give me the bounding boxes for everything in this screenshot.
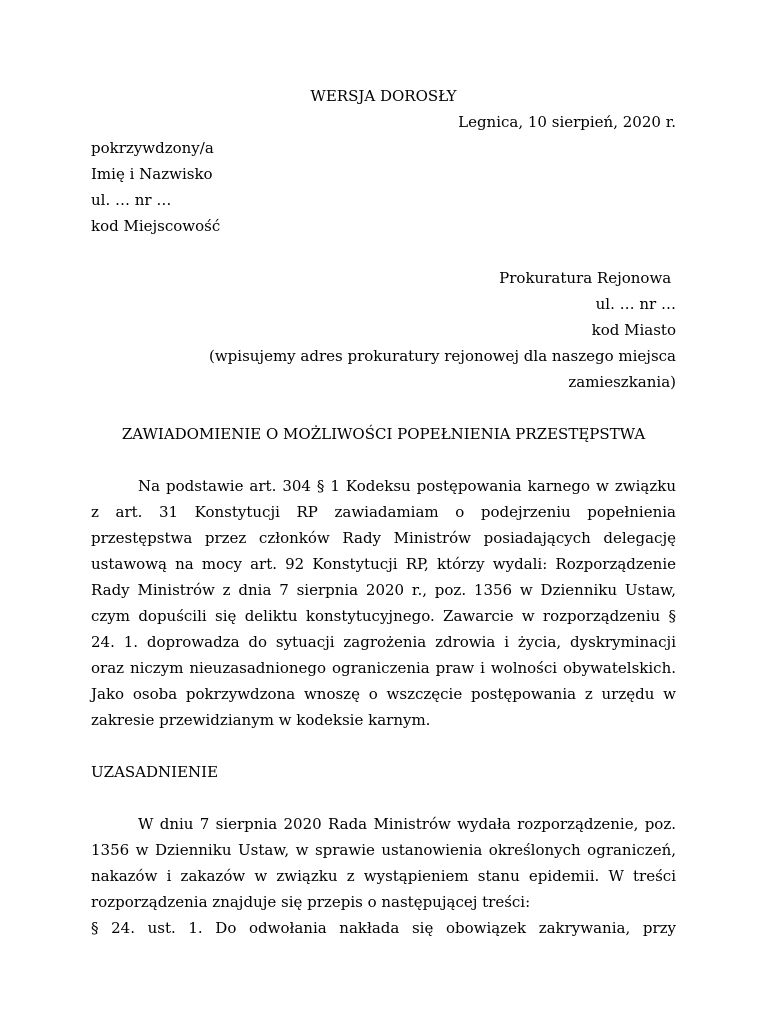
recipient-address-block xyxy=(91,265,676,395)
spacer xyxy=(91,239,676,265)
recipient-line: ul. … nr … xyxy=(595,295,676,313)
justification-paragraph: W dniu 7 sierpnia 2020 Rada Ministrów wydała rozporządzenie, poz. 1356 w Dzienniku Ustaw, w sprawie ustanowienia określonych ograniczeń, nakazów i zakazów w związku z wystąpieniem stanu epidemii. W treści rozporządzenia znajduje się przepis o następującej treści: xyxy=(91,815,676,911)
sender-line: kod Miejscowość xyxy=(91,217,221,235)
document-body xyxy=(91,83,676,941)
document-heading: ZAWIADOMIENIE O MOŻLIWOŚCI POPEŁNIENIA PRZESTĘPSTWA xyxy=(121,425,646,443)
justification-heading: UZASADNIENIE xyxy=(91,763,219,781)
spacer xyxy=(91,785,676,811)
recipient-line: Prokuratura Rejonowa xyxy=(499,269,676,287)
version-title: WERSJA DOROSŁY xyxy=(310,87,457,105)
notification-paragraph: Na podstawie art. 304 § 1 Kodeksu postępowania karnego w związku z art. 31 Konstytucji RP zawiadamiam o podejrzeniu popełnienia przestępstwa przez członków Rady Ministrów posiadających delegację ustawową na mocy art. 92 Konstytucji RP, którzy wydali: Rozporządzenie Rady Ministrów z dnia 7 sierpnia 2020 r., poz. 1356 w Dzienniku Ustaw, czym dopuścili się deliktu konstytucyjnego. Zawarcie w rozporządzeniu § 24. 1. doprowadza do sytuacji zagrożenia zdrowia i życia, dyskryminacji oraz niczym nieuzasadnionego ograniczenia praw i wolności obywatelskich. Jako osoba pokrzywdzona wnoszę o wszczęcie postępowania z urzędu w zakresie przewidzianym w kodeksie karnym. xyxy=(91,477,676,729)
sender-line: pokrzywdzony/a xyxy=(91,139,214,157)
spacer xyxy=(91,395,676,421)
recipient-line: zamieszkania) xyxy=(568,373,676,391)
sender-line: Imię i Nazwisko xyxy=(91,165,213,183)
sender-line: ul. … nr … xyxy=(91,191,172,209)
spacer xyxy=(91,447,676,473)
recipient-line: kod Miasto xyxy=(591,321,676,339)
recipient-line: (wpisujemy adres prokuratury rejonowej dla naszego miejsca xyxy=(208,347,676,365)
place-date: Legnica, 10 sierpień, 2020 r. xyxy=(458,113,676,131)
spacer xyxy=(91,733,676,759)
sender-address-block xyxy=(91,135,676,239)
quoted-provision: § 24. ust. 1. Do odwołania nakłada się obowiązek zakrywania, przy xyxy=(91,919,676,937)
